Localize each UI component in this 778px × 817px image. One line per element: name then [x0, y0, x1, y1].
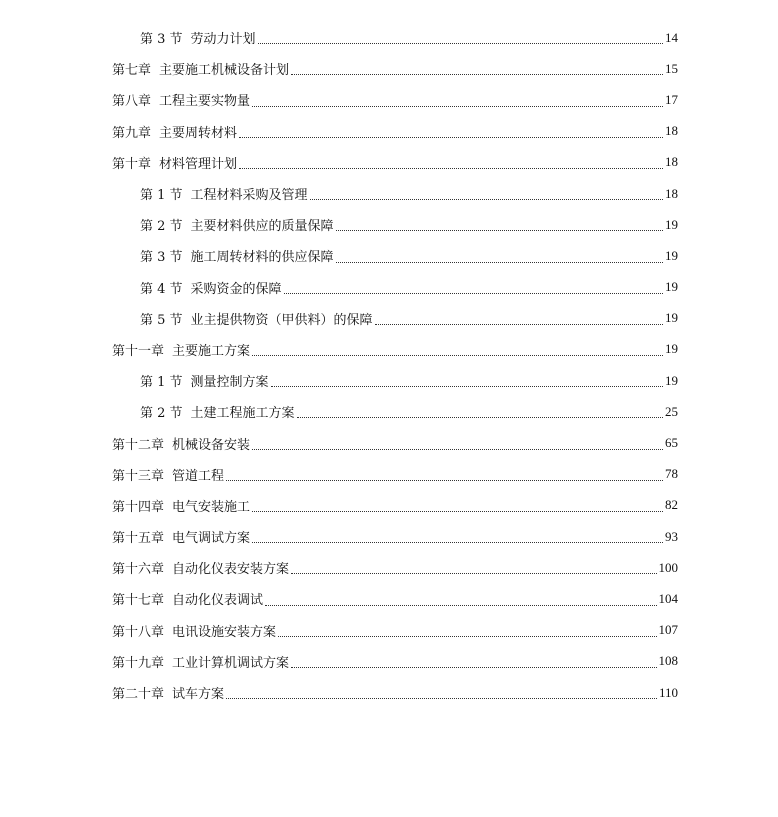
toc-entry-label	[112, 558, 289, 577]
toc-entry-number: 第十章	[112, 156, 152, 172]
toc-entry-title: 自动化仪表安装方案	[172, 562, 290, 578]
toc-entry-number: 第十一章	[112, 343, 165, 359]
toc-chapter-entry[interactable]	[112, 334, 678, 365]
dot-leader	[252, 541, 663, 543]
dot-leader	[252, 448, 663, 450]
toc-entry-number: 第 1 节	[140, 188, 183, 204]
toc-entry-title: 机械设备安装	[172, 437, 251, 453]
toc-entry-title: 施工周转材料的供应保障	[190, 250, 334, 266]
toc-page-number: 14	[665, 29, 678, 45]
toc-entry-title: 业主提供物资（甲供料）的保障	[190, 312, 373, 328]
dot-leader	[284, 292, 663, 294]
toc-chapter-entry[interactable]	[112, 427, 678, 458]
toc-entry-label	[112, 122, 237, 141]
toc-section-entry[interactable]	[112, 22, 678, 53]
toc-entry-label	[140, 371, 269, 390]
dot-leader	[291, 572, 656, 574]
toc-section-entry[interactable]	[112, 396, 678, 427]
toc-entry-label	[112, 527, 250, 546]
toc-section-entry[interactable]	[112, 240, 678, 271]
toc-entry-number: 第十五章	[112, 531, 165, 547]
toc-page-number: 19	[665, 310, 678, 326]
toc-chapter-entry[interactable]	[112, 147, 678, 178]
toc-entry-label	[112, 652, 289, 671]
toc-entry-title: 主要施工机械设备计划	[159, 63, 290, 79]
dot-leader	[258, 42, 663, 44]
toc-section-entry[interactable]	[112, 365, 678, 396]
toc-entry-title: 劳动力计划	[190, 32, 256, 48]
toc-page-number: 18	[665, 185, 678, 201]
toc-entry-number: 第十九章	[112, 655, 165, 671]
toc-entry-label	[140, 278, 282, 297]
toc-entry-number: 第 2 节	[140, 219, 183, 235]
toc-entry-number: 第 3 节	[140, 32, 183, 48]
toc-entry-label	[140, 215, 334, 234]
toc-page-number: 19	[665, 216, 678, 232]
dot-leader	[336, 229, 663, 231]
toc-entry-number: 第十八章	[112, 624, 165, 640]
toc-chapter-entry[interactable]	[112, 646, 678, 677]
dot-leader	[239, 167, 663, 169]
toc-page-number: 18	[665, 154, 678, 170]
toc-entry-number: 第八章	[112, 94, 152, 110]
toc-page-number: 82	[665, 497, 678, 513]
toc-entry-number: 第 4 节	[140, 281, 183, 297]
toc-entry-title: 电气安装施工	[172, 499, 251, 515]
toc-chapter-entry[interactable]	[112, 84, 678, 115]
toc-section-entry[interactable]	[112, 178, 678, 209]
toc-section-entry[interactable]	[112, 209, 678, 240]
toc-entry-number: 第十四章	[112, 499, 165, 515]
toc-entry-number: 第 3 节	[140, 250, 183, 266]
toc-page-number: 15	[665, 60, 678, 76]
toc-page-number: 78	[665, 466, 678, 482]
table-of-contents	[112, 22, 678, 708]
toc-page-number: 18	[665, 123, 678, 139]
toc-chapter-entry[interactable]	[112, 677, 678, 708]
toc-entry-label	[140, 309, 373, 328]
toc-page-number: 65	[665, 435, 678, 451]
toc-entry-number: 第十二章	[112, 437, 165, 453]
toc-page-number: 110	[658, 684, 678, 700]
dot-leader	[291, 666, 656, 668]
dot-leader	[310, 198, 663, 200]
toc-entry-number: 第九章	[112, 125, 152, 141]
dot-leader	[375, 323, 663, 325]
dot-leader	[265, 604, 656, 606]
toc-entry-label	[112, 340, 250, 359]
toc-entry-title: 电讯设施安装方案	[172, 624, 277, 640]
toc-chapter-entry[interactable]	[112, 552, 678, 583]
toc-entry-label	[112, 59, 289, 78]
toc-entry-label	[112, 496, 250, 515]
toc-entry-title: 自动化仪表调试	[172, 593, 264, 609]
toc-entry-number: 第 2 节	[140, 406, 183, 422]
toc-page-number: 93	[665, 528, 678, 544]
toc-page-number: 25	[665, 403, 678, 419]
toc-entry-title: 测量控制方案	[190, 375, 269, 391]
toc-entry-number: 第十三章	[112, 468, 165, 484]
toc-page-number: 19	[665, 341, 678, 357]
dot-leader	[252, 354, 663, 356]
toc-entry-number: 第二十章	[112, 687, 165, 703]
toc-chapter-entry[interactable]	[112, 490, 678, 521]
toc-entry-label	[112, 589, 263, 608]
dot-leader	[239, 136, 663, 138]
toc-page-number: 19	[665, 247, 678, 263]
toc-entry-label	[112, 153, 237, 172]
toc-page-number: 104	[658, 590, 678, 606]
toc-chapter-entry[interactable]	[112, 583, 678, 614]
toc-chapter-entry[interactable]	[112, 459, 678, 490]
toc-entry-label	[112, 434, 250, 453]
toc-entry-number: 第十七章	[112, 593, 165, 609]
toc-entry-title: 工程材料采购及管理	[190, 188, 308, 204]
toc-section-entry[interactable]	[112, 303, 678, 334]
toc-entry-label	[140, 184, 308, 203]
dot-leader	[336, 261, 663, 263]
toc-chapter-entry[interactable]	[112, 521, 678, 552]
dot-leader	[297, 416, 663, 418]
dot-leader	[291, 73, 663, 75]
toc-entry-title: 主要周转材料	[159, 125, 238, 141]
toc-section-entry[interactable]	[112, 272, 678, 303]
toc-page-number: 107	[658, 622, 678, 638]
toc-chapter-entry[interactable]	[112, 116, 678, 147]
toc-page-number: 19	[665, 372, 678, 388]
toc-entry-title: 主要施工方案	[172, 343, 251, 359]
dot-leader	[252, 105, 663, 107]
toc-entry-number: 第十六章	[112, 562, 165, 578]
toc-entry-title: 电气调试方案	[172, 531, 251, 547]
toc-entry-label	[112, 90, 250, 109]
toc-entry-title: 工程主要实物量	[159, 94, 251, 110]
toc-entry-label	[112, 621, 276, 640]
toc-entry-title: 土建工程施工方案	[190, 406, 295, 422]
toc-entry-title: 管道工程	[172, 468, 225, 484]
toc-page-number: 108	[658, 653, 678, 669]
toc-entry-label	[140, 402, 295, 421]
toc-entry-label	[112, 465, 224, 484]
dot-leader	[226, 479, 663, 481]
toc-page-number: 17	[665, 91, 678, 107]
toc-chapter-entry[interactable]	[112, 53, 678, 84]
toc-entry-title: 采购资金的保障	[190, 281, 282, 297]
toc-entry-number: 第 5 节	[140, 312, 183, 328]
toc-chapter-entry[interactable]	[112, 615, 678, 646]
toc-entry-title: 主要材料供应的质量保障	[190, 219, 334, 235]
dot-leader	[271, 385, 663, 387]
toc-entry-label	[112, 683, 224, 702]
toc-entry-title: 工业计算机调试方案	[172, 655, 290, 671]
toc-page-number: 100	[658, 559, 678, 575]
dot-leader	[252, 510, 663, 512]
toc-page-number: 19	[665, 279, 678, 295]
dot-leader	[226, 697, 657, 699]
toc-entry-title: 材料管理计划	[159, 156, 238, 172]
dot-leader	[278, 635, 656, 637]
toc-entry-number: 第 1 节	[140, 375, 183, 391]
toc-entry-title: 试车方案	[172, 687, 225, 703]
toc-entry-number: 第七章	[112, 63, 152, 79]
toc-entry-label	[140, 246, 334, 265]
toc-entry-label	[140, 28, 256, 47]
